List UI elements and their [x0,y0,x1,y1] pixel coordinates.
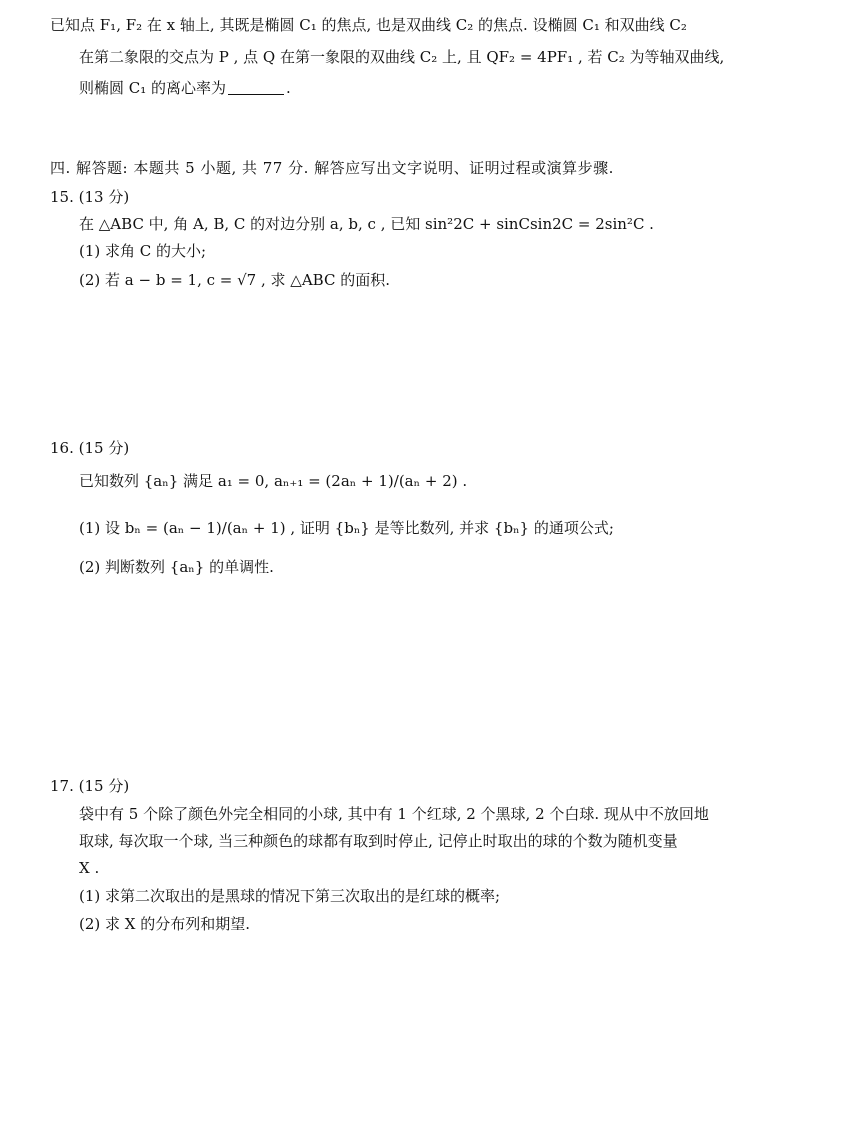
q15-header: 15. (13 分) [50,188,130,206]
q16-stem: 已知数列 {aₙ} 满足 a₁ = 0, aₙ₊₁ = (2aₙ + 1)/(aₙ + 2) . [79,472,468,490]
q17-line-1: 袋中有 5 个除了颜色外完全相同的小球, 其中有 1 个红球, 2 个黑球, 2 个白球. 现从中不放回地 [79,805,709,823]
q16-part-1: (1) 设 bₙ = (aₙ − 1)/(aₙ + 1) , 证明 {bₙ} 是等比数列, 并求 {bₙ} 的通项公式; [79,519,614,537]
q14-line-1: 已知点 F₁, F₂ 在 x 轴上, 其既是椭圆 C₁ 的焦点, 也是双曲线 C₂ 的焦点. 设椭圆 C₁ 和双曲线 C₂ [50,16,687,34]
q16-part-2: (2) 判断数列 {aₙ} 的单调性. [79,558,274,576]
q15-part-2: (2) 若 a − b = 1, c = √7 , 求 △ABC 的面积. [79,271,390,289]
q15-part-1: (1) 求角 C 的大小; [79,242,207,260]
q14-line-2: 在第二象限的交点为 P , 点 Q 在第一象限的双曲线 C₂ 上, 且 QF₂ = 4PF₁ , 若 C₂ 为等轴双曲线, [79,48,725,66]
q14-line-3: 则椭圆 C₁ 的离心率为 . [79,79,291,97]
q17-line-2: 取球, 每次取一个球, 当三种颜色的球都有取到时停止, 记停止时取出的球的个数为随机变量 [79,832,678,850]
q15-stem: 在 △ABC 中, 角 A, B, C 的对边分别 a, b, c , 已知 sin²2C + sinCsin2C = 2sin²C . [79,215,654,233]
q17-part-2: (2) 求 X 的分布列和期望. [79,915,250,933]
answer-blank [228,94,284,95]
q16-header: 16. (15 分) [50,439,130,457]
section-4-title: 四. 解答题: 本题共 5 小题, 共 77 分. 解答应写出文字说明、证明过程或演算步骤. [50,159,614,177]
q17-line-3: X . [79,859,100,877]
q17-part-1: (1) 求第二次取出的是黑球的情况下第三次取出的是红球的概率; [79,887,501,905]
q17-header: 17. (15 分) [50,777,130,795]
q14-line-3-text: 则椭圆 C₁ 的离心率为 [79,79,227,97]
